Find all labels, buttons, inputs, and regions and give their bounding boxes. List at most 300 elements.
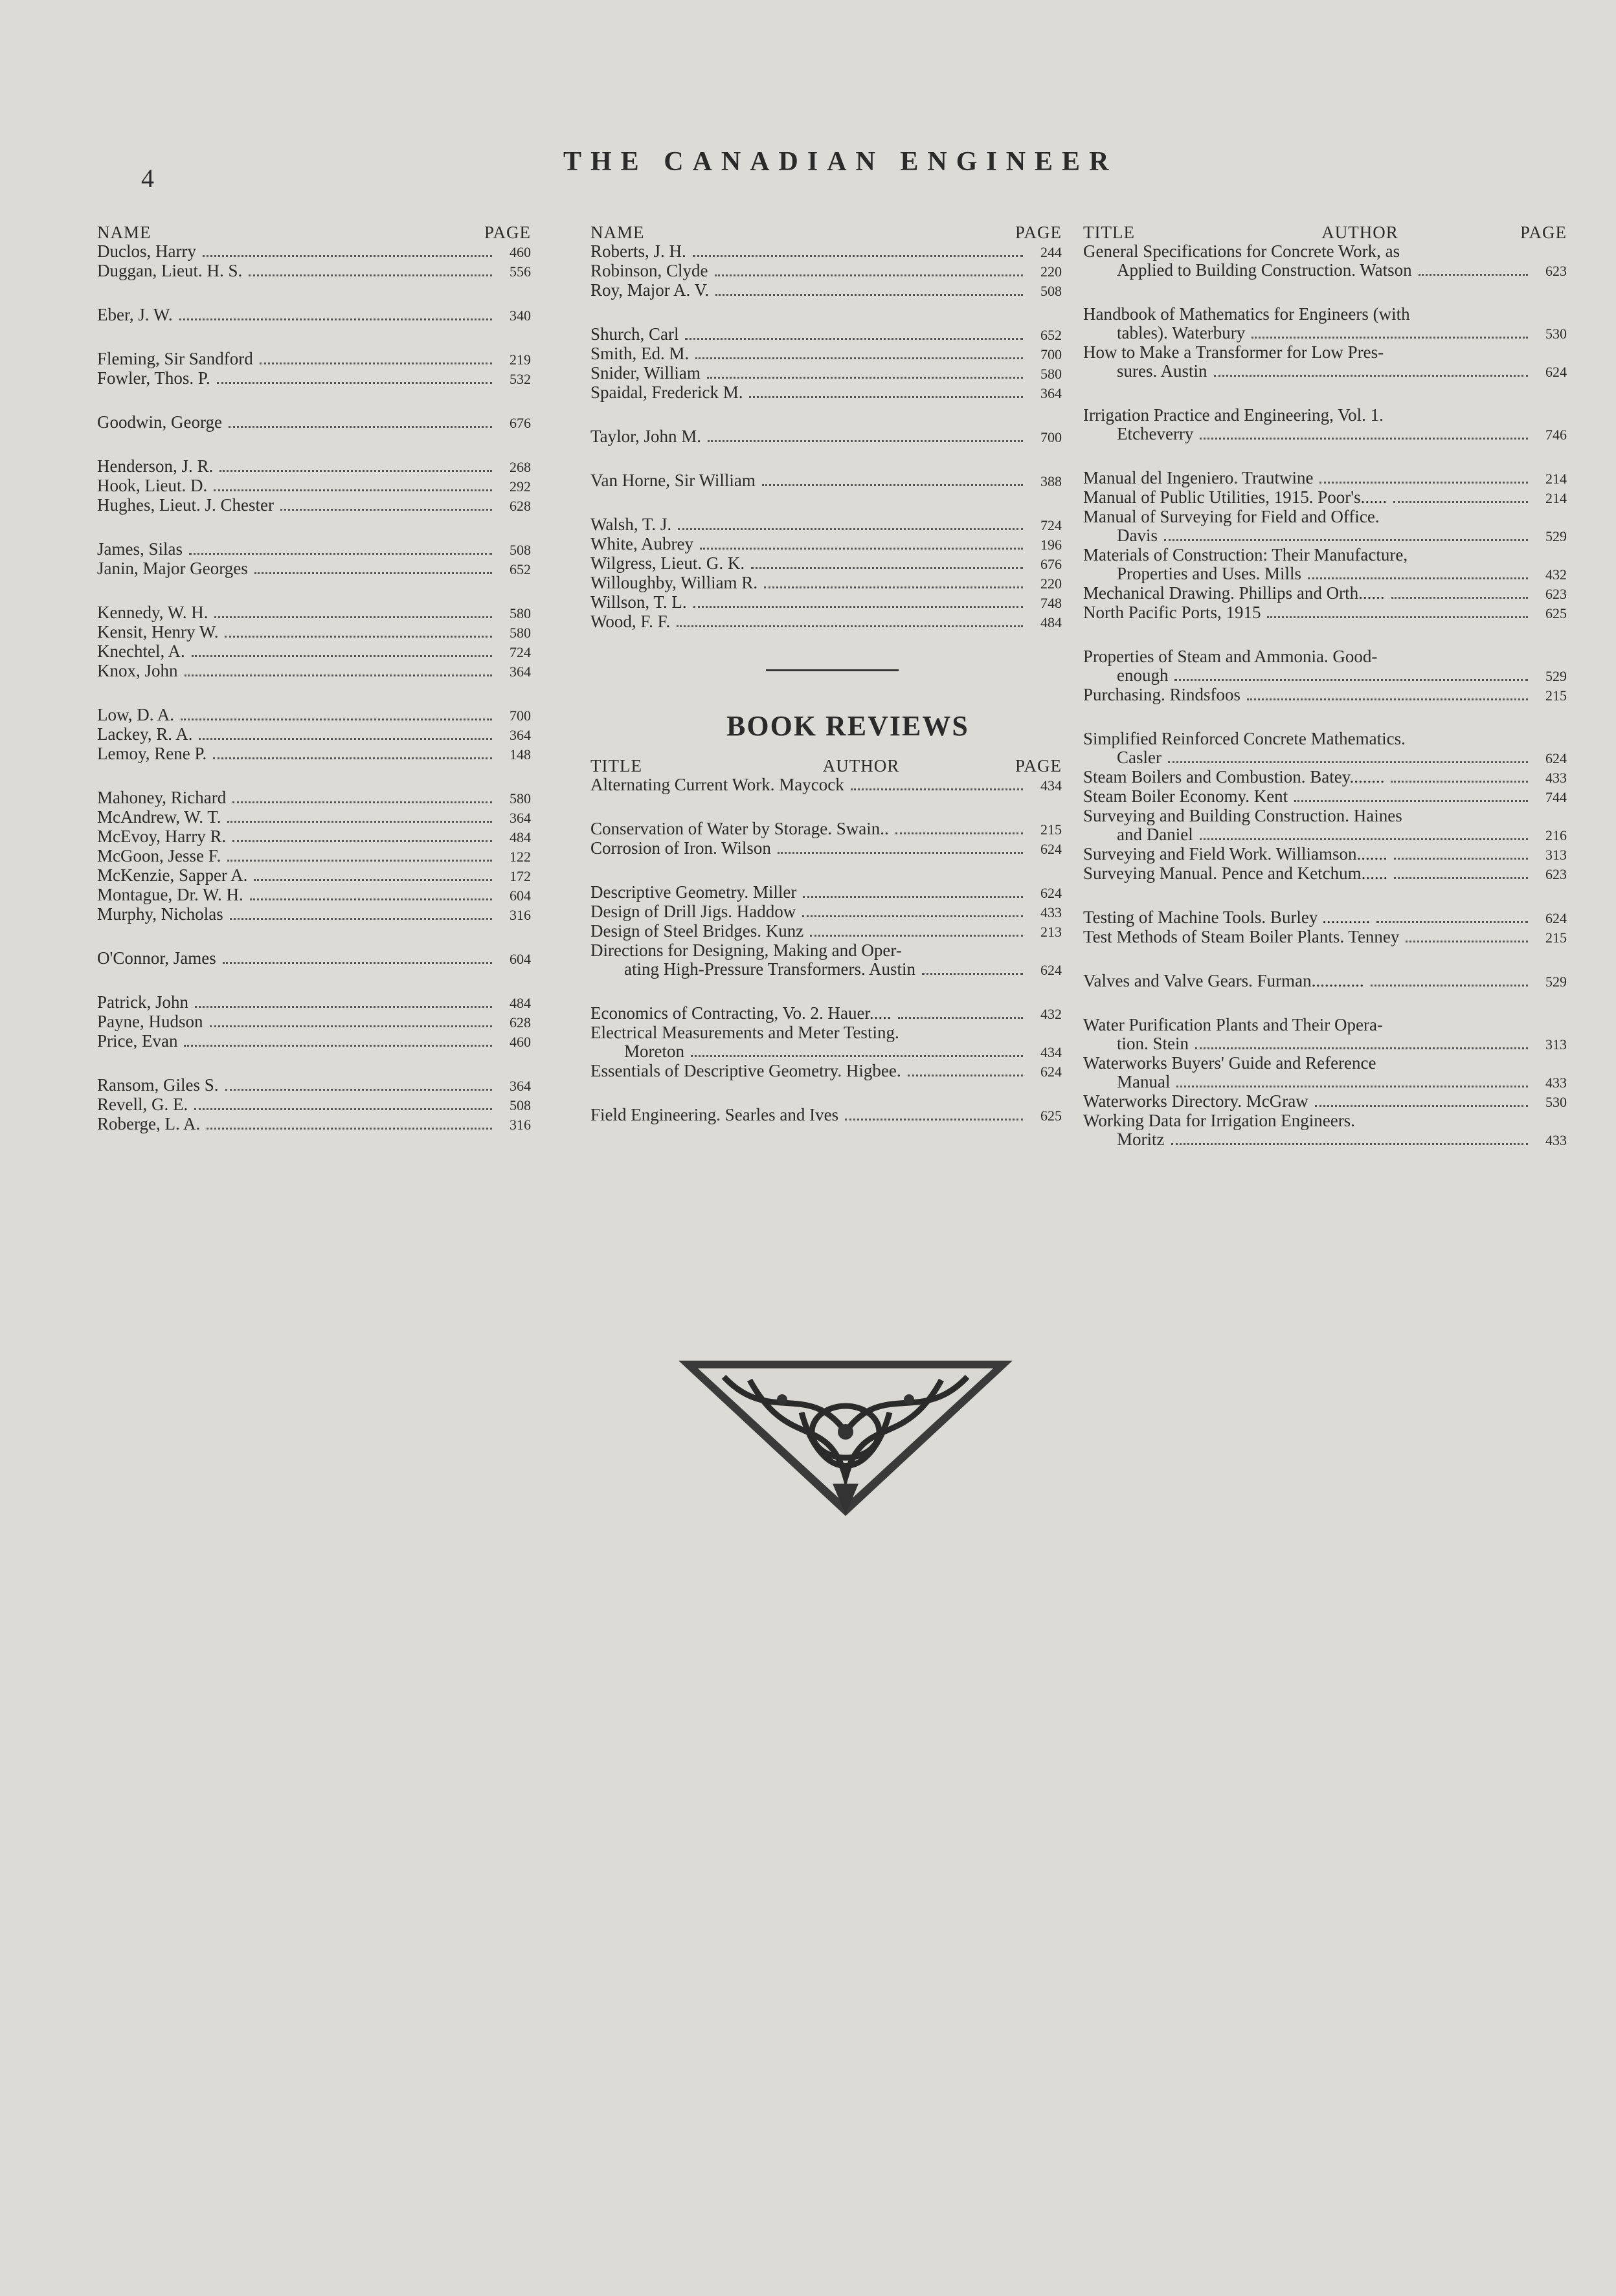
page-header: PAGE xyxy=(484,223,531,242)
title-header: TITLE xyxy=(1083,223,1135,242)
entry-text: Directions for Designing, Making and Oper- xyxy=(590,941,902,960)
dot-leader xyxy=(199,738,492,740)
dot-leader xyxy=(280,509,492,511)
entry-text: Valves and Valve Gears. Furman............ xyxy=(1083,971,1364,990)
page-number-ref: 196 xyxy=(1040,537,1062,553)
index-entry xyxy=(97,559,531,579)
index-entry xyxy=(97,242,531,262)
dot-leader xyxy=(232,840,492,842)
review-entry xyxy=(1083,807,1567,845)
index-entry xyxy=(590,471,1062,491)
entry-group xyxy=(1083,908,1567,947)
index-entry xyxy=(97,496,531,515)
entry-text: Irrigation Practice and Engineering, Vol. 1. xyxy=(1083,405,1384,425)
index-entry xyxy=(590,819,1062,839)
entry-group xyxy=(590,819,1062,858)
page-number-ref: 508 xyxy=(1040,283,1062,299)
page-number-ref: 508 xyxy=(510,1097,531,1113)
entry-text: Taylor, John M. xyxy=(590,427,702,446)
entry-text: Robinson, Clyde xyxy=(590,261,708,280)
entry-text: Electrical Measurements and Meter Testing. xyxy=(590,1023,899,1042)
entry-text: Steam Boiler Economy. Kent xyxy=(1083,786,1288,806)
page-number-ref: 700 xyxy=(510,708,531,724)
page-number-ref: 624 xyxy=(1545,910,1567,926)
index-entry xyxy=(590,554,1062,574)
page-header: PAGE xyxy=(1520,223,1567,242)
dot-leader xyxy=(1168,761,1528,763)
entry-text: Kensit, Henry W. xyxy=(97,622,219,641)
dot-leader xyxy=(1214,375,1528,377)
index-entry xyxy=(97,1032,531,1051)
entry-text: Manual del Ingeniero. Trautwine xyxy=(1083,468,1314,487)
entry-text: Materials of Construction: Their Manufacture, xyxy=(1083,545,1408,564)
index-entry xyxy=(1083,928,1567,947)
entry-group xyxy=(97,350,531,388)
page-number-ref: 432 xyxy=(1545,566,1567,583)
entry-text: James, Silas xyxy=(97,539,183,559)
entry-text: Ransom, Giles S. xyxy=(97,1075,219,1095)
entry-text: Duggan, Lieut. H. S. xyxy=(97,261,243,280)
index-entry xyxy=(1083,469,1567,488)
page-number-ref: 529 xyxy=(1545,668,1567,684)
page-number-ref: 580 xyxy=(510,605,531,621)
page-number-ref: 122 xyxy=(510,849,531,865)
dot-leader xyxy=(895,832,1023,834)
index-entry xyxy=(97,706,531,725)
page-number-ref: 316 xyxy=(510,1117,531,1133)
dot-leader xyxy=(749,396,1023,398)
book-reviews-heading: BOOK REVIEWS xyxy=(726,710,969,742)
entry-group xyxy=(97,788,531,924)
page-number-ref: 744 xyxy=(1545,789,1567,805)
page-number-ref: 219 xyxy=(510,351,531,368)
page-number-ref: 220 xyxy=(1040,575,1062,592)
entry-group xyxy=(590,471,1062,491)
page-number-ref: 433 xyxy=(1545,1132,1567,1148)
dot-leader xyxy=(845,1119,1023,1120)
entry-text: tables). Waterbury xyxy=(1117,323,1246,342)
entry-text: Properties of Steam and Ammonia. Good- xyxy=(1083,647,1378,666)
entry-continuation xyxy=(1083,748,1567,768)
entry-text: Field Engineering. Searles and Ives xyxy=(590,1105,839,1124)
entry-text: McAndrew, W. T. xyxy=(97,807,221,827)
dot-leader xyxy=(693,606,1023,608)
column-header xyxy=(590,753,1062,775)
entry-text: Willson, T. L. xyxy=(590,592,687,612)
review-entry xyxy=(1083,730,1567,768)
index-entry xyxy=(590,839,1062,858)
entry-text: Duclos, Harry xyxy=(97,241,196,261)
entry-continuation xyxy=(1083,564,1567,584)
page-number-ref: 623 xyxy=(1545,263,1567,279)
entry-text: Surveying and Field Work. Williamson....... xyxy=(1083,844,1387,864)
dot-leader xyxy=(1294,800,1528,802)
page-number-ref: 364 xyxy=(510,810,531,826)
entry-text: Patrick, John xyxy=(97,992,188,1012)
entry-group xyxy=(97,949,531,968)
dot-leader xyxy=(230,918,492,920)
entry-continuation xyxy=(1083,362,1567,381)
entry-group xyxy=(590,325,1062,403)
entry-text: General Specifications for Concrete Work, as xyxy=(1083,241,1400,261)
entry-text: Davis xyxy=(1117,526,1158,545)
index-entry xyxy=(97,662,531,681)
index-entry xyxy=(1083,488,1567,507)
entry-text: Murphy, Nicholas xyxy=(97,904,223,924)
entry-text: Willoughby, William R. xyxy=(590,573,758,592)
entry-text: Moreton xyxy=(624,1042,684,1061)
page-number-ref: 530 xyxy=(1545,326,1567,342)
dot-leader xyxy=(227,860,492,862)
decorative-ornament-icon xyxy=(679,1354,1013,1521)
entry-text: Design of Steel Bridges. Kunz xyxy=(590,921,804,941)
review-entry xyxy=(1083,242,1567,280)
entry-group xyxy=(97,706,531,764)
entry-text: Mechanical Drawing. Phillips and Orth...... xyxy=(1083,583,1385,603)
entry-continuation xyxy=(1083,1073,1567,1092)
page-number-ref: 460 xyxy=(510,1034,531,1050)
index-entry xyxy=(97,603,531,623)
page-number-ref: 652 xyxy=(510,561,531,577)
review-entry xyxy=(1083,1111,1567,1150)
index-entry xyxy=(590,535,1062,554)
page-number-ref: 604 xyxy=(510,951,531,967)
entry-group xyxy=(1083,1016,1567,1150)
dot-leader xyxy=(1371,985,1528,986)
entry-text: Manual of Surveying for Field and Office. xyxy=(1083,507,1380,526)
page-number-ref: 676 xyxy=(1040,556,1062,572)
entry-group xyxy=(590,1106,1062,1125)
page-number-ref: 700 xyxy=(1040,346,1062,362)
page-number-ref: 556 xyxy=(510,263,531,280)
page-number-ref: 364 xyxy=(1040,385,1062,401)
index-entry xyxy=(97,827,531,847)
index-entry xyxy=(1083,972,1567,991)
page-number-ref: 340 xyxy=(510,307,531,324)
index-entry xyxy=(1083,864,1567,884)
entry-text: Janin, Major Georges xyxy=(97,559,248,578)
entry-group xyxy=(590,883,1062,979)
entry-continuation xyxy=(1083,1130,1567,1150)
name-header: NAME xyxy=(97,223,152,242)
index-entry xyxy=(97,306,531,325)
dot-leader xyxy=(214,489,492,491)
entry-text: ating High-Pressure Transformers. Austin xyxy=(624,959,915,979)
entry-text: Essentials of Descriptive Geometry. Higbee. xyxy=(590,1061,901,1080)
entry-text: Wilgress, Lieut. G. K. xyxy=(590,553,745,573)
dot-leader xyxy=(225,1089,492,1091)
dot-leader xyxy=(227,821,492,823)
dot-leader xyxy=(184,1045,492,1047)
page-number-ref: 530 xyxy=(1545,1094,1567,1110)
entry-text: Descriptive Geometry. Miller xyxy=(590,882,797,902)
entry-text: Fleming, Sir Sandford xyxy=(97,349,253,368)
name-index-column-2 xyxy=(590,220,1062,632)
dot-leader xyxy=(1315,1105,1528,1107)
entry-text: Handbook of Mathematics for Engineers (with xyxy=(1083,304,1410,324)
dot-leader xyxy=(1200,438,1528,440)
entry-text: Shurch, Carl xyxy=(590,324,679,344)
entry-text: Moritz xyxy=(1117,1130,1165,1149)
dot-leader xyxy=(223,962,492,964)
entry-group xyxy=(1083,469,1567,623)
author-header: AUTHOR xyxy=(1321,223,1398,242)
entry-group xyxy=(97,242,531,281)
entry-text: Properties and Uses. Mills xyxy=(1117,564,1301,583)
entry-group xyxy=(97,457,531,515)
entry-text: How to Make a Transformer for Low Pres- xyxy=(1083,342,1384,362)
entry-group xyxy=(97,993,531,1051)
name-index-column-1 xyxy=(97,220,531,1134)
index-entry xyxy=(590,515,1062,535)
dot-leader xyxy=(764,586,1023,588)
index-entry xyxy=(590,574,1062,593)
dot-leader xyxy=(194,1108,492,1110)
dot-leader xyxy=(851,788,1023,790)
entry-group xyxy=(1083,972,1567,991)
entry-continuation xyxy=(1083,324,1567,343)
entry-text: Smith, Ed. M. xyxy=(590,344,690,363)
dot-leader xyxy=(1164,539,1528,541)
index-entry xyxy=(590,281,1062,300)
entry-text: Kennedy, W. H. xyxy=(97,603,208,622)
index-entry xyxy=(97,993,531,1012)
index-entry xyxy=(97,642,531,662)
entry-text: Spaidal, Frederick M. xyxy=(590,383,743,402)
page-number-ref: 388 xyxy=(1040,473,1062,489)
dot-leader xyxy=(1391,597,1528,599)
dot-leader xyxy=(762,484,1023,486)
entry-text: Test Methods of Steam Boiler Plants. Tenney xyxy=(1083,927,1400,946)
page-number-ref: 316 xyxy=(510,907,531,923)
dot-leader xyxy=(1391,781,1528,783)
page-number-ref: 434 xyxy=(1040,777,1062,794)
dot-leader xyxy=(260,362,492,364)
entry-group xyxy=(97,1076,531,1134)
dot-leader xyxy=(229,426,492,428)
dot-leader xyxy=(219,470,492,472)
index-entry xyxy=(1083,1092,1567,1111)
entry-text: White, Aubrey xyxy=(590,534,693,553)
page-number-ref: 624 xyxy=(1040,962,1062,978)
entry-text: Montague, Dr. W. H. xyxy=(97,885,243,904)
dot-leader xyxy=(1319,482,1528,484)
dot-leader xyxy=(707,377,1023,379)
entry-text: Fowler, Thos. P. xyxy=(97,368,210,388)
page-header: PAGE xyxy=(1015,756,1062,775)
page-number-ref: 214 xyxy=(1545,471,1567,487)
entry-text: Walsh, T. J. xyxy=(590,515,672,534)
section-divider xyxy=(766,669,899,671)
entry-group xyxy=(97,413,531,432)
dot-leader xyxy=(1176,1086,1528,1087)
entry-group xyxy=(97,540,531,579)
entry-group xyxy=(1083,242,1567,280)
dot-leader xyxy=(700,548,1023,550)
index-entry xyxy=(590,1062,1062,1081)
page-number-ref: 268 xyxy=(510,459,531,475)
page-number-ref: 364 xyxy=(510,1078,531,1094)
page-number-ref: 313 xyxy=(1545,1036,1567,1053)
page-number-ref: 624 xyxy=(1040,885,1062,901)
review-entry xyxy=(1083,1054,1567,1092)
page-number-ref: 625 xyxy=(1545,605,1567,621)
entry-text: Payne, Hudson xyxy=(97,1012,203,1031)
index-entry xyxy=(97,886,531,905)
entry-text: and Daniel xyxy=(1117,825,1193,844)
dot-leader xyxy=(685,338,1023,340)
entry-text: Conservation of Water by Storage. Swain.. xyxy=(590,819,889,838)
index-entry xyxy=(590,383,1062,403)
page-number-ref: 215 xyxy=(1040,821,1062,838)
entry-continuation xyxy=(1083,666,1567,685)
dot-leader xyxy=(922,973,1023,975)
index-entry xyxy=(1083,603,1567,623)
index-entry xyxy=(97,1115,531,1134)
page-header: PAGE xyxy=(1015,223,1062,242)
entry-text: Waterworks Directory. McGraw xyxy=(1083,1091,1308,1111)
index-entry xyxy=(97,540,531,559)
dot-leader xyxy=(693,255,1023,257)
index-entry xyxy=(590,262,1062,281)
entry-text: Design of Drill Jigs. Haddow xyxy=(590,902,796,921)
dot-leader xyxy=(250,898,492,900)
dot-leader xyxy=(695,357,1023,359)
entry-text: McGoon, Jesse F. xyxy=(97,846,221,865)
dot-leader xyxy=(778,852,1023,854)
page-number-ref: 628 xyxy=(510,498,531,514)
entry-text: Henderson, J. R. xyxy=(97,456,214,476)
index-entry xyxy=(97,866,531,886)
entry-text: Wood, F. F. xyxy=(590,612,671,631)
page-number-ref: 484 xyxy=(510,829,531,845)
index-entry xyxy=(590,883,1062,902)
review-entry xyxy=(1083,1016,1567,1054)
entry-text: Surveying Manual. Pence and Ketchum...... xyxy=(1083,864,1388,883)
index-entry xyxy=(590,922,1062,941)
page-number-ref: 484 xyxy=(1040,614,1062,630)
index-entry xyxy=(1083,584,1567,603)
entry-text: Knechtel, A. xyxy=(97,641,185,661)
dot-leader xyxy=(1393,501,1528,503)
index-entry xyxy=(1083,845,1567,864)
index-entry xyxy=(590,344,1062,364)
entry-text: North Pacific Ports, 1915 xyxy=(1083,603,1261,622)
index-entry xyxy=(97,1095,531,1115)
index-entry xyxy=(97,413,531,432)
column-header xyxy=(97,220,531,242)
page-number-ref: 652 xyxy=(1040,327,1062,343)
dot-leader xyxy=(751,567,1023,569)
entry-text: Eber, J. W. xyxy=(97,305,173,324)
page-number-ref: 532 xyxy=(510,371,531,387)
entry-text: Testing of Machine Tools. Burley ........... xyxy=(1083,908,1371,927)
entry-text: tion. Stein xyxy=(1117,1034,1189,1053)
dot-leader xyxy=(1308,577,1528,579)
entry-continuation xyxy=(1083,1034,1567,1054)
entry-text: Alternating Current Work. Maycock xyxy=(590,775,844,794)
page-number-ref: 624 xyxy=(1040,1064,1062,1080)
page-number-ref: 433 xyxy=(1545,770,1567,786)
dot-leader xyxy=(189,553,492,555)
dot-leader xyxy=(1171,1143,1529,1145)
index-entry xyxy=(590,427,1062,447)
index-entry xyxy=(590,242,1062,262)
dot-leader xyxy=(1394,877,1528,879)
page-number-ref: 215 xyxy=(1545,930,1567,946)
entry-text: Manual xyxy=(1117,1072,1171,1091)
column-header xyxy=(590,220,1062,242)
page-number-ref: 364 xyxy=(510,727,531,743)
page-number-ref: 460 xyxy=(510,244,531,260)
review-entry xyxy=(1083,507,1567,546)
entry-text: Lackey, R. A. xyxy=(97,724,193,744)
review-entry xyxy=(1083,343,1567,381)
review-entry xyxy=(590,941,1062,979)
index-entry xyxy=(590,364,1062,383)
dot-leader xyxy=(214,616,492,618)
entry-group xyxy=(590,1004,1062,1081)
dot-leader xyxy=(254,879,492,881)
page-number-ref: 624 xyxy=(1040,841,1062,857)
dot-leader xyxy=(810,935,1023,937)
index-entry xyxy=(97,476,531,496)
page-number-ref: 724 xyxy=(1040,517,1062,533)
dot-leader xyxy=(225,636,492,638)
entry-text: Roberts, J. H. xyxy=(590,241,686,261)
entry-text: Water Purification Plants and Their Opera- xyxy=(1083,1015,1383,1034)
entry-text: Corrosion of Iron. Wilson xyxy=(590,838,771,858)
index-entry xyxy=(97,369,531,388)
index-entry xyxy=(97,949,531,968)
page-number-ref: 214 xyxy=(1545,490,1567,506)
entry-group xyxy=(1083,647,1567,705)
dot-leader xyxy=(803,896,1023,898)
entry-text: Applied to Building Construction. Watson xyxy=(1117,260,1412,280)
page-number-ref: 484 xyxy=(510,995,531,1011)
index-entry xyxy=(97,808,531,827)
dot-leader xyxy=(802,915,1023,917)
page-number-ref: 508 xyxy=(510,542,531,558)
masthead: THE CANADIAN ENGINEER xyxy=(563,147,1118,177)
entry-group xyxy=(1083,406,1567,444)
entry-text: Lemoy, Rene P. xyxy=(97,744,207,763)
dot-leader xyxy=(249,274,492,276)
entry-text: Revell, G. E. xyxy=(97,1095,188,1114)
index-entry xyxy=(97,788,531,808)
page-number-ref: 244 xyxy=(1040,244,1062,260)
dot-leader xyxy=(1406,941,1528,942)
entry-text: Simplified Reinforced Concrete Mathematics. xyxy=(1083,729,1406,748)
page-number-ref: 580 xyxy=(510,790,531,807)
page-number-ref: 434 xyxy=(1040,1044,1062,1060)
index-entry xyxy=(590,1106,1062,1125)
dot-leader xyxy=(207,1128,492,1130)
page-number-ref: 623 xyxy=(1545,586,1567,602)
page-number-ref: 580 xyxy=(1040,366,1062,382)
entry-group xyxy=(1083,305,1567,381)
dot-leader xyxy=(192,655,492,657)
entry-text: Roy, Major A. V. xyxy=(590,280,710,300)
entry-text: Etcheverry xyxy=(1117,424,1194,443)
dot-leader xyxy=(179,318,492,320)
entry-group xyxy=(97,603,531,681)
page-number-ref: 676 xyxy=(510,415,531,431)
entry-text: Goodwin, George xyxy=(97,412,222,432)
entry-text: Purchasing. Rindsfoos xyxy=(1083,685,1240,704)
page-number-ref: 746 xyxy=(1545,427,1567,443)
dot-leader xyxy=(181,719,492,720)
